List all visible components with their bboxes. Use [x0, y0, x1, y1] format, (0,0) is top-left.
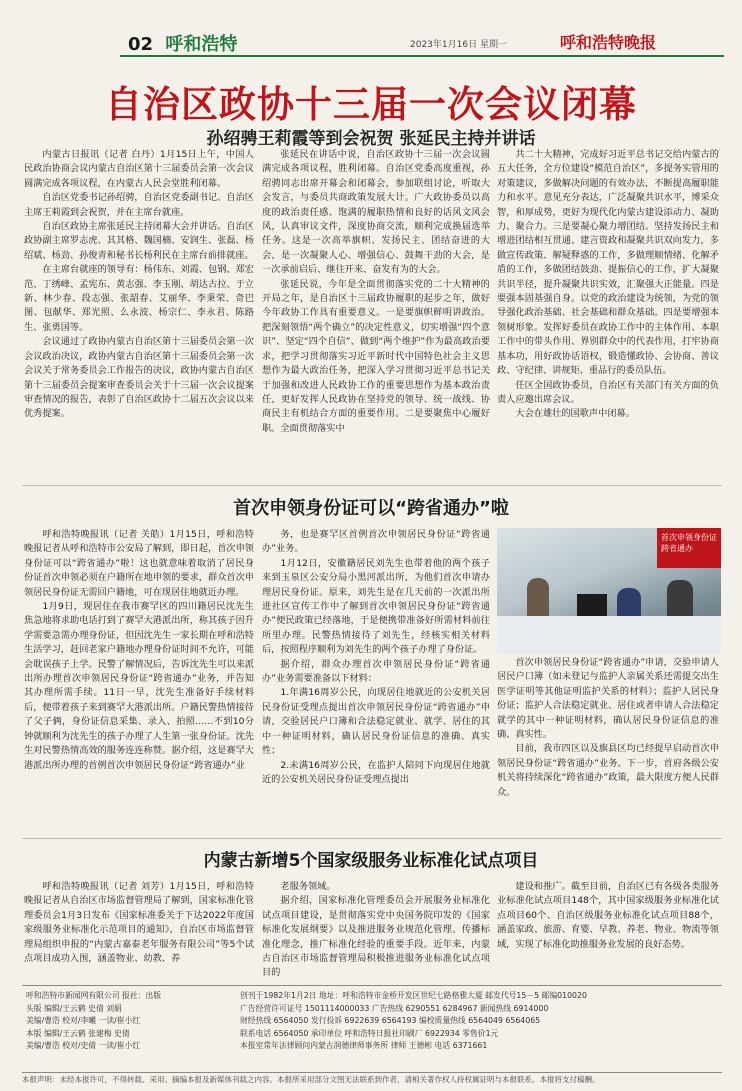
section-divider: [22, 485, 722, 486]
imprint-line: 呼和浩特市新闻网有限公司 报社：出版: [26, 991, 162, 1000]
paragraph: 自治区党委书记孙绍骋，自治区党委副书记、自治区主席王莉霞到会祝贺，并在主席台就座。: [24, 192, 254, 218]
story3-column-2: [262, 880, 490, 980]
photo-desk: [497, 616, 721, 654]
photo-banner: 首次申领身份证跨省通办: [657, 528, 721, 568]
paragraph: 在主席台就座的领导有：杨伟东、刘霞、包钢、郑宏范、丁绣峰、孟宪东、黄志强、李玉刚、胡达古拉、于立新、林少春、段志强、张韶春、艾丽华、李秉荣、奇巴图、包献华、郑光照、么永波、杨宗仁、李永君、陈路生、张勇国等。: [24, 264, 254, 333]
imprint-line: 财经热线 6564050 发行投诉 6922639 6564193 编校质量热线 6564049 6564065: [240, 1016, 541, 1025]
story1-column-3: [497, 148, 719, 480]
paragraph: 1.年满16周岁公民，向现居住地就近的公安机关居民身份证受理点提出首次申领居民身份证“跨省通办”申请，交验居民户口簿和合法稳定就业、就学、居住的其中一种证明材料，确认居民身份证信息的准确、真实性；: [262, 687, 490, 757]
paragraph: 呼和浩特晚报讯（记者 关皓）1月15日，呼和浩特晚报记者从呼和浩特市公安局了解到，即日起，首次申领身份证可以“跨省通办”啦！这也就意味着取消了居民身份证首次申领必须在户籍所在地申领的要求，群众首次申领居民身份证无需回户籍地，可在现居住地就近办理。: [24, 529, 254, 598]
paragraph: 老服务领域。: [280, 881, 336, 892]
photo-monitor: [577, 594, 607, 616]
paragraph: 2.未满16周岁公民，在监护人陪同下向现居住地就近的公安机关居民身份证受理点提出: [262, 759, 490, 785]
headline-standardization: 内蒙古新增5个国家级服务业标准化试点项目: [203, 851, 539, 871]
headline-main: 自治区政协十三届一次会议闭幕: [105, 83, 637, 126]
paragraph: 1月9日，现居住在我市赛罕区的四川籍居民沈先生焦急地将求助电话打到了赛罕大港派出所，称其孩子因升学需要急需办理身份证，但因沈先生一家长期在呼和浩特生活学习，赶回老家户籍地办理身份证时间不允许，可能会耽误孩子上学。民警了解情况后，告诉沈先生可以来派出所办理首次申领居民身份证“跨省通办”业务，并告知其办理所需手续。11日一早，沈先生准备好手续材料后，便带着孩子来到赛罕大港派出所。户籍民警热情接待了父子俩，身份证信息采集、录入、拍照……不到10分钟就顺利为沈先生的孩子办理了人生第一张身份证。沈先生对民警热情高效的服务连连称赞。据介绍，这是赛罕大港派出所办理的首例首次申领居民身份证“跨省通办”业: [24, 601, 254, 771]
copyright-notice: 本报声明：未经本报许可，不得转载、采用、摘编本报及新媒体刊载之内容。本报所采用部分文图无法联系到作者，请相关著作权人持权属证明与本报联系。本报将支付稿酬。: [22, 1075, 600, 1084]
paragraph: 张延民说，今年是全面贯彻落实党的二十大精神的开局之年，是自治区十三届政协履职的起步之年，做好今年政协工作具有重要意义。一是要旗帜鲜明讲政治。把深刻领悟“两个确立”的决定性意义，切实增强“四个意识”、坚定“四个自信”、做到“两个维护”作为最高政治要求，把学习贯彻落实习近平新时代中国特色社会主义思想作为最大政治任务，把深入学习贯彻习近平总书记关于加强和改进人民政协工作的重要思想作为基本政治责任，更好发挥人民政协在坚持党的领导、统一战线、协商民主有机结合方面的重要作用。二是要聚焦中心履好职。全面贯彻落实中: [262, 278, 490, 434]
paragraph: 自治区政协主席张延民主持闭幕大会并讲话。自治区政协副主席罗志虎、其其格、魏国楠、安润生、张磊、杨绍斌、杨劲、孙俊青和秘书长杨利民在主席台前排就座。: [24, 221, 254, 261]
section-divider: [22, 838, 722, 839]
paragraph: 目前，我市四区以及旗县区均已经提早启动首次申领居民身份证“跨省通办”业务。下一步，首府各级公安机关将持续深化“跨省通办”政策，最大限度方便人民群众。: [497, 743, 719, 798]
story1-column-2: [262, 148, 490, 480]
section-name: 呼和浩特: [165, 34, 238, 55]
imprint-line: 美编/曹浩 校对/李曦 一读/崔小红: [26, 1016, 141, 1025]
paragraph: 呼和浩特晚报讯（记者 刘芳）1月15日，呼和浩特晚报记者从自治区市场监督管理局了解到，国家标准化管理委员会1月3日发布《国家标准委关于下达2022年度国家级服务业标准化示范项目的通知》，自治区市场监督管理局组织申报的“内蒙古嘉泰老年服务有限公司”等5个试点项目成功入围，涵盖物业、幼教、养: [24, 881, 254, 965]
imprint-line: 联系电话 6564050 承印单位 呼和浩特日报社印刷厂 6922934 零售价1元: [240, 1028, 499, 1038]
imprint-line: 本报室常年法律顾问内蒙古润德律师事务所 律师 王德彬 电话 6371661: [240, 1041, 488, 1050]
paragraph: 会议通过了政协内蒙古自治区第十三届委员会第一次会议政治决议，政协内蒙古自治区第十三届委员会第一次会议关于常务委员会工作报告的决议，政协内蒙古自治区第十三届委员会提案审查委员会关于十三届一次会议提案审查情况的报告，表彰了自治区政协十二届五次会议以来优秀提案。: [24, 336, 254, 420]
masthead-logo: 呼和浩特晚报: [560, 33, 657, 52]
imprint-line: 创刊于1982年1月2日 地址：呼和浩特市金桥开发区世纪七路格雅大厦 邮发代号15－5 邮编010020: [240, 991, 587, 1000]
paragraph: 据介绍，国家标准化管理委员会开展服务业标准化试点项目建设，是贯彻落实党中央国务院印发的《国家标准化发展纲要》以及推进服务业规范化管理、传播标准化理念，推广标准化经验的重要手段。近年来，内蒙古自治区市场监督管理局积极推进服务业标准化试点项目的: [262, 895, 490, 979]
paragraph: 建设和推广。截至目前，自治区已有各级各类服务业标准化试点项目148个，其中国家级服务业标准化试点项目60个、自治区级服务业标准化试点项目88个，涵盖家政、旅游、育婴、早教、养老、物业、物流等领域，实现了标准化助推服务业发展的良好态势。: [497, 881, 719, 950]
story2-column-3: [497, 656, 719, 836]
paragraph: 1月12日，安徽籍居民刘先生也带着他的两个孩子来到玉泉区公安分局小黑河派出所，为他们首次申请办理居民身份证。原来，刘先生是在几天前的一次派出所进社区宣传工作中了解到首次申领居民身份证“跨省通办”便民政策已经落地，于是便携带准备好所需材料前往所里办理。民警热情接待了刘先生，经核实相关材料后，按照程序顺利为刘先生的两个孩子办理了身份证。: [262, 557, 490, 656]
story3-column-3: [497, 880, 719, 980]
header-divider: [120, 55, 724, 57]
paragraph: 务，也是赛罕区首例首次申领居民身份证“跨省通办”业务。: [262, 529, 490, 555]
story1-column-1: [24, 148, 254, 480]
imprint-line: 广告经营许可证号 1501114000033 广告热线 6290551 6284967 新闻热线 6914000: [240, 1003, 549, 1013]
paragraph: 大会在雄壮的国歌声中闭幕。: [515, 408, 635, 420]
imprint-line: 头版 编辑/王云鹤 史倩 刘娟: [26, 1003, 122, 1013]
news-photo: [497, 528, 721, 654]
imprint-staff: [26, 990, 226, 1053]
date-line: 2023年1月16日 星期一: [410, 40, 507, 50]
paragraph: 据介绍，群众办理首次申领居民身份证“跨省通办”业务需要准备以下材料：: [262, 658, 490, 685]
paragraph: 首次申领居民身份证“跨省通办”申请，交验申请人居民户口簿（如未登记与监护人亲属关系还需提交出生医学证明等其他证明监护关系的材料）；监护人居民身份证；监护人合法稳定就业、居住或者申请人合法稳定就学的其中一种证明材料，确认居民身份证信息的准确、真实性。: [497, 657, 719, 741]
imprint-contacts: [240, 990, 718, 1053]
page-header: [128, 30, 237, 56]
paragraph: 任区全国政协委员，自治区有关部门有关方面的负责人应邀出席会议。: [497, 379, 719, 405]
headline-id-card: 首次申领身份证可以“跨省通办”啦: [233, 498, 509, 519]
story3-column-1: [24, 880, 254, 980]
story2-column-1: [24, 528, 254, 833]
page-number: 02: [128, 34, 154, 55]
subheadline-main: 孙绍骋王莉霞等到会祝贺 张延民主持并讲话: [206, 129, 536, 149]
imprint-box: [22, 985, 722, 1073]
imprint-line: 本版 编辑/王云鹤 张建梅 史倩: [26, 1028, 130, 1038]
paragraph: 张延民在讲话中说，自治区政协十三届一次会议圆满完成各项议程，胜利闭幕。自治区党委高度重视，孙绍骋同志出席开幕会和闭幕会，参加联组讨论，听取大会发言，与委员共商政策发展大计。广大政协委员以高度的政治责任感、饱满的履职热情和良好的话风文风会风，认真审议文件，深度协商交流，顺利完成换届选举任务。这是一次高举旗帜、发扬民主、团结奋进的大会，是一次凝聚人心、增强信心、鼓舞干劲的大会，是一次承前启后、继往开来、奋发有为的大会。: [262, 149, 490, 276]
paragraph: 内蒙古日报讯（记者 白丹）1月15日上午，中国人民政治协商会议内蒙古自治区第十三届委员会第一次会议圆满完成各项议程，在内蒙古人民会堂胜利闭幕。: [24, 149, 254, 189]
paragraph: 共二十大精神，完成好习近平总书记交给内蒙古的五大任务，全方位建设“模范自治区”，多提务实管用的对策建议，多做解决问题的有效办法，不断提高履职能力和水平。意见充分表达，广泛凝聚共识水平，博采众智，和厚成势，更好为现代化内蒙古建设添动力、凝助力、聚合力。三是要凝心聚力增团结。坚持发扬民主和增进团结相互贯通、建言资政和凝聚共识双向发力，多做宣传政策、解疑释惑的工作，多做理顺情绪、化解矛盾的工作，多做团结鼓劲、提振信心的工作，扩大凝聚共识半径，提升凝聚共识实效，汇聚强大正能量。四是要强本固基强自身。以党的政治建设为统领，为党的领导强化政治基础、社会基础和群众基础。四是要增强本领树形象。发挥好委员在政协工作中的主体作用、本职工作中的带头作用、界别群众中的代表作用，打牢协商基本功，用好政协话语权，锻造懂政协、会协商、善议政、守纪律、讲规矩、重品行的委员队伍。: [497, 149, 719, 377]
imprint-line: 美编/曹浩 校对/史倩 一读/崔小红: [26, 1041, 141, 1050]
story2-column-2: [262, 528, 490, 833]
